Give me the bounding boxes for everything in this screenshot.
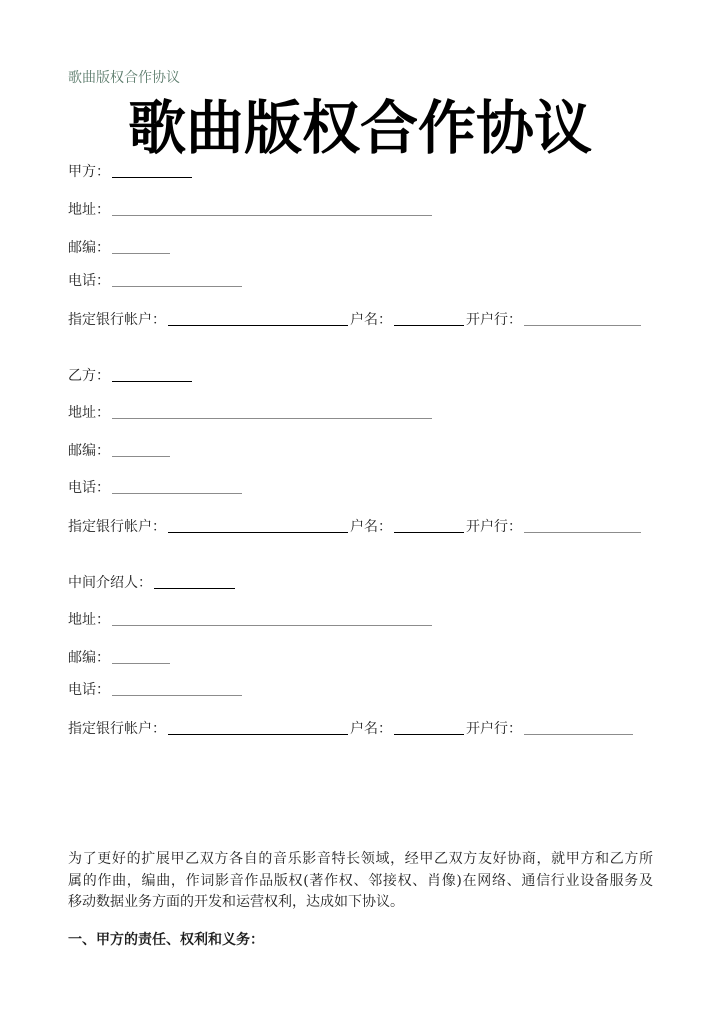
party-b-name-blank <box>112 369 192 382</box>
party-b-bank-row <box>68 517 643 537</box>
party-b-postcode-row <box>68 441 172 461</box>
party-a-phone-blank <box>112 274 242 287</box>
party-b-address-label: 地址： <box>68 405 110 421</box>
intermediary-address-row <box>68 610 434 630</box>
intermediary-phone-row <box>68 680 244 700</box>
party-a-address-blank <box>112 203 432 216</box>
party-b-bank-account-label: 指定银行帐户： <box>68 519 166 535</box>
intro-paragraph <box>68 849 653 914</box>
document-title: 歌曲版权合作协议 <box>127 94 592 162</box>
party-b-address-blank <box>112 406 432 419</box>
party-a-bank-branch-blank <box>524 313 641 326</box>
party-a-name-label: 甲方： <box>68 164 110 180</box>
intermediary-bank-row <box>68 719 635 739</box>
party-b-name-row <box>68 366 194 386</box>
intermediary-address-blank <box>112 613 432 626</box>
intro-line: 为了更好的扩展甲乙双方各自的音乐影音特长领域，经甲乙双方友好协商，就甲方和乙方所 <box>68 851 653 867</box>
intermediary-postcode-label: 邮编： <box>68 650 110 666</box>
party-a-address-row <box>68 200 434 220</box>
party-b-postcode-blank <box>112 444 170 457</box>
intro-line: 属的作曲，编曲，作词影音作品版权(著作权、邻接权、肖像)在网络、通信行业设备服务及 <box>68 872 653 889</box>
party-b-phone-label: 电话： <box>68 480 110 496</box>
party-b-address-row <box>68 403 434 423</box>
party-a-name-blank <box>112 165 192 178</box>
party-b-postcode-label: 邮编： <box>68 443 110 459</box>
intermediary-name-row <box>68 573 237 593</box>
party-a-phone-row <box>68 271 244 291</box>
party-a-bank-row <box>68 310 643 330</box>
intermediary-name-label: 中间介绍人： <box>68 575 152 591</box>
party-a-account-name-label: 户名： <box>350 312 392 328</box>
intermediary-bank-account-label: 指定银行帐户： <box>68 721 166 737</box>
intermediary-bank-account-blank <box>168 722 348 735</box>
party-a-postcode-blank <box>112 241 170 254</box>
intermediary-account-name-blank <box>394 722 464 735</box>
section-heading: 一、甲方的责任、权利和义务： <box>68 932 264 948</box>
intermediary-phone-blank <box>112 683 242 696</box>
party-b-bank-account-blank <box>168 520 348 533</box>
party-b-bank-branch-label: 开户行： <box>466 519 522 535</box>
intermediary-bank-branch-blank <box>524 722 633 735</box>
party-a-postcode-row <box>68 238 172 258</box>
running-header: 歌曲版权合作协议 <box>68 70 180 86</box>
party-b-account-name-label: 户名： <box>350 519 392 535</box>
party-b-phone-blank <box>112 481 242 494</box>
party-a-name-row <box>68 162 194 182</box>
party-a-bank-account-label: 指定银行帐户： <box>68 312 166 328</box>
intermediary-postcode-row <box>68 648 172 668</box>
party-a-bank-branch-label: 开户行： <box>466 312 522 328</box>
intermediary-phone-label: 电话： <box>68 682 110 698</box>
party-a-phone-label: 电话： <box>68 273 110 289</box>
party-b-bank-branch-blank <box>524 520 641 533</box>
party-a-account-name-blank <box>394 313 464 326</box>
party-a-postcode-label: 邮编： <box>68 240 110 256</box>
party-a-bank-account-blank <box>168 313 348 326</box>
intro-line: 移动数据业务方面的开发和运营权利，达成如下协议。 <box>68 894 404 910</box>
party-b-phone-row <box>68 478 244 498</box>
party-b-account-name-blank <box>394 520 464 533</box>
intermediary-address-label: 地址： <box>68 612 110 628</box>
party-b-name-label: 乙方： <box>68 368 110 384</box>
intermediary-account-name-label: 户名： <box>350 721 392 737</box>
intermediary-bank-branch-label: 开户行： <box>466 721 522 737</box>
intermediary-name-blank <box>154 576 235 589</box>
party-a-address-label: 地址： <box>68 202 110 218</box>
intermediary-postcode-blank <box>112 651 170 664</box>
